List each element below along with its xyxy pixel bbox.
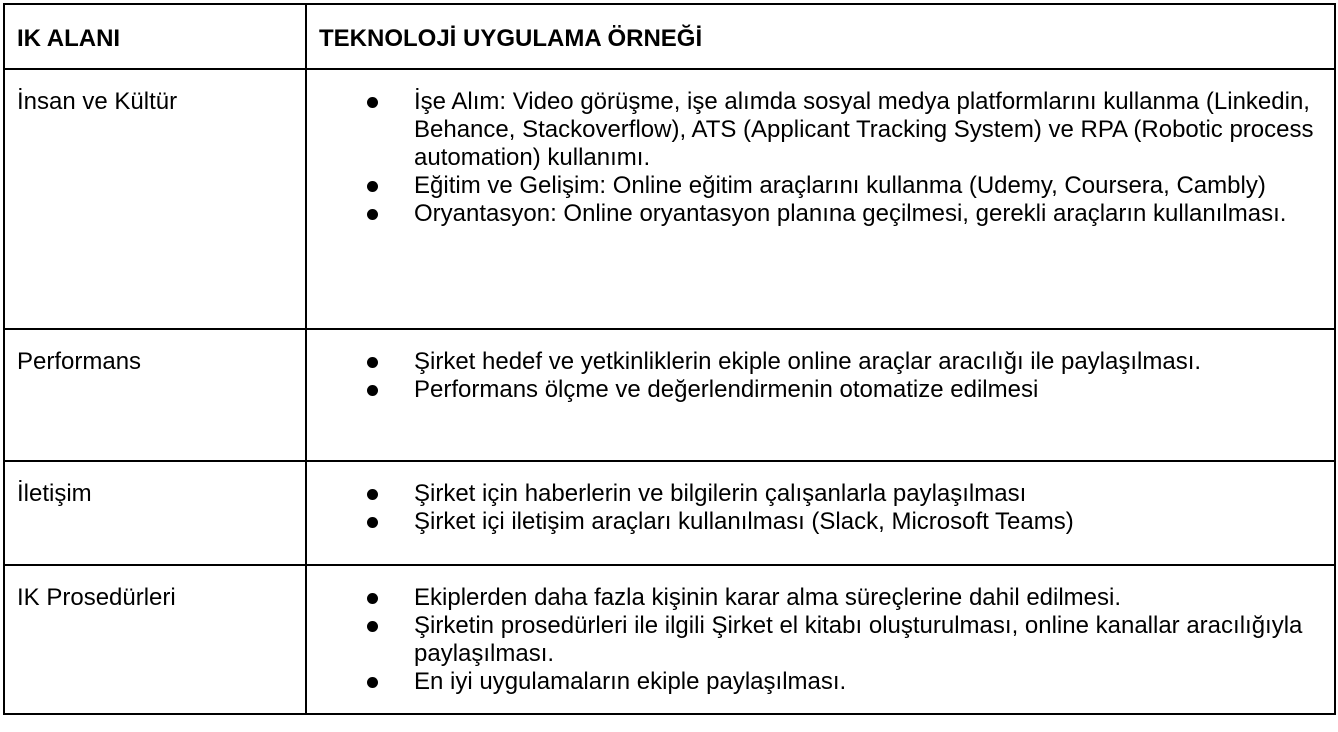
examples-cell xyxy=(306,565,1335,714)
area-cell xyxy=(4,329,306,461)
bullet-icon xyxy=(367,621,378,632)
area-cell xyxy=(4,565,306,714)
list-item-text: Eğitim ve Gelişim: Online eğitim araçlarını kullanma (Udemy, Coursera, Cambly) xyxy=(414,172,1266,199)
list-item-text: Oryantasyon: Online oryantasyon planına geçilmesi, gerekli araçların kullanılması. xyxy=(414,200,1287,227)
list-item xyxy=(307,172,1324,200)
bullet-icon xyxy=(367,593,378,604)
example-list xyxy=(307,70,1334,240)
list-item-text: Şirket hedef ve yetkinliklerin ekiple online araçlar aracılığı ile paylaşılması. xyxy=(414,348,1202,375)
header-teknoloji-uygulama: TEKNOLOJİ UYGULAMA ÖRNEĞİ xyxy=(319,25,703,52)
list-item-text: Şirketin prosedürleri ile ilgili Şirket el kitabı oluşturulması, online kanallar aracılığıyla paylaşılması. xyxy=(414,612,1303,667)
area-label: Performans xyxy=(17,348,142,375)
list-item xyxy=(307,584,1324,612)
list-item-text: İşe Alım: Video görüşme, işe alımda sosyal medya platformlarını kullanma (Linkedin, Behance, Stackoverflow), ATS (Applicant Tracking System) ve RPA (Robotic process automation) kullanımı. xyxy=(414,88,1314,171)
list-item xyxy=(307,376,1324,404)
table-row xyxy=(4,565,1335,714)
bullet-icon xyxy=(367,385,378,396)
hr-technology-table xyxy=(3,3,1336,715)
table-row xyxy=(4,329,1335,461)
area-label: İletişim xyxy=(17,480,92,507)
examples-cell xyxy=(306,329,1335,461)
table-header-row xyxy=(4,4,1335,69)
example-list xyxy=(307,566,1334,708)
examples-cell xyxy=(306,69,1335,329)
area-cell xyxy=(4,461,306,565)
header-cell-ik-alani xyxy=(4,4,306,69)
table-row xyxy=(4,461,1335,565)
list-item xyxy=(307,88,1324,172)
bullet-icon xyxy=(367,677,378,688)
list-item-text: Şirket için haberlerin ve bilgilerin çalışanlarla paylaşılması xyxy=(414,480,1027,507)
list-item xyxy=(307,508,1324,536)
area-label: İnsan ve Kültür xyxy=(17,88,178,115)
list-item xyxy=(307,480,1324,508)
bullet-icon xyxy=(367,489,378,500)
area-label: IK Prosedürleri xyxy=(17,584,176,611)
bullet-icon xyxy=(367,209,378,220)
example-list xyxy=(307,462,1334,548)
header-ik-alani: IK ALANI xyxy=(17,25,121,52)
header-cell-teknoloji xyxy=(306,4,1335,69)
list-item-text: Ekiplerden daha fazla kişinin karar alma süreçlerine dahil edilmesi. xyxy=(414,584,1122,611)
example-list xyxy=(307,330,1334,416)
examples-cell xyxy=(306,461,1335,565)
list-item xyxy=(307,668,1324,696)
list-item xyxy=(307,612,1324,668)
table-row xyxy=(4,69,1335,329)
list-item xyxy=(307,348,1324,376)
bullet-icon xyxy=(367,97,378,108)
list-item-text: Performans ölçme ve değerlendirmenin otomatize edilmesi xyxy=(414,376,1039,403)
bullet-icon xyxy=(367,357,378,368)
list-item-text: En iyi uygulamaların ekiple paylaşılması. xyxy=(414,668,847,695)
list-item xyxy=(307,200,1324,228)
bullet-icon xyxy=(367,517,378,528)
area-cell xyxy=(4,69,306,329)
list-item-text: Şirket içi iletişim araçları kullanılması (Slack, Microsoft Teams) xyxy=(414,508,1074,535)
bullet-icon xyxy=(367,181,378,192)
